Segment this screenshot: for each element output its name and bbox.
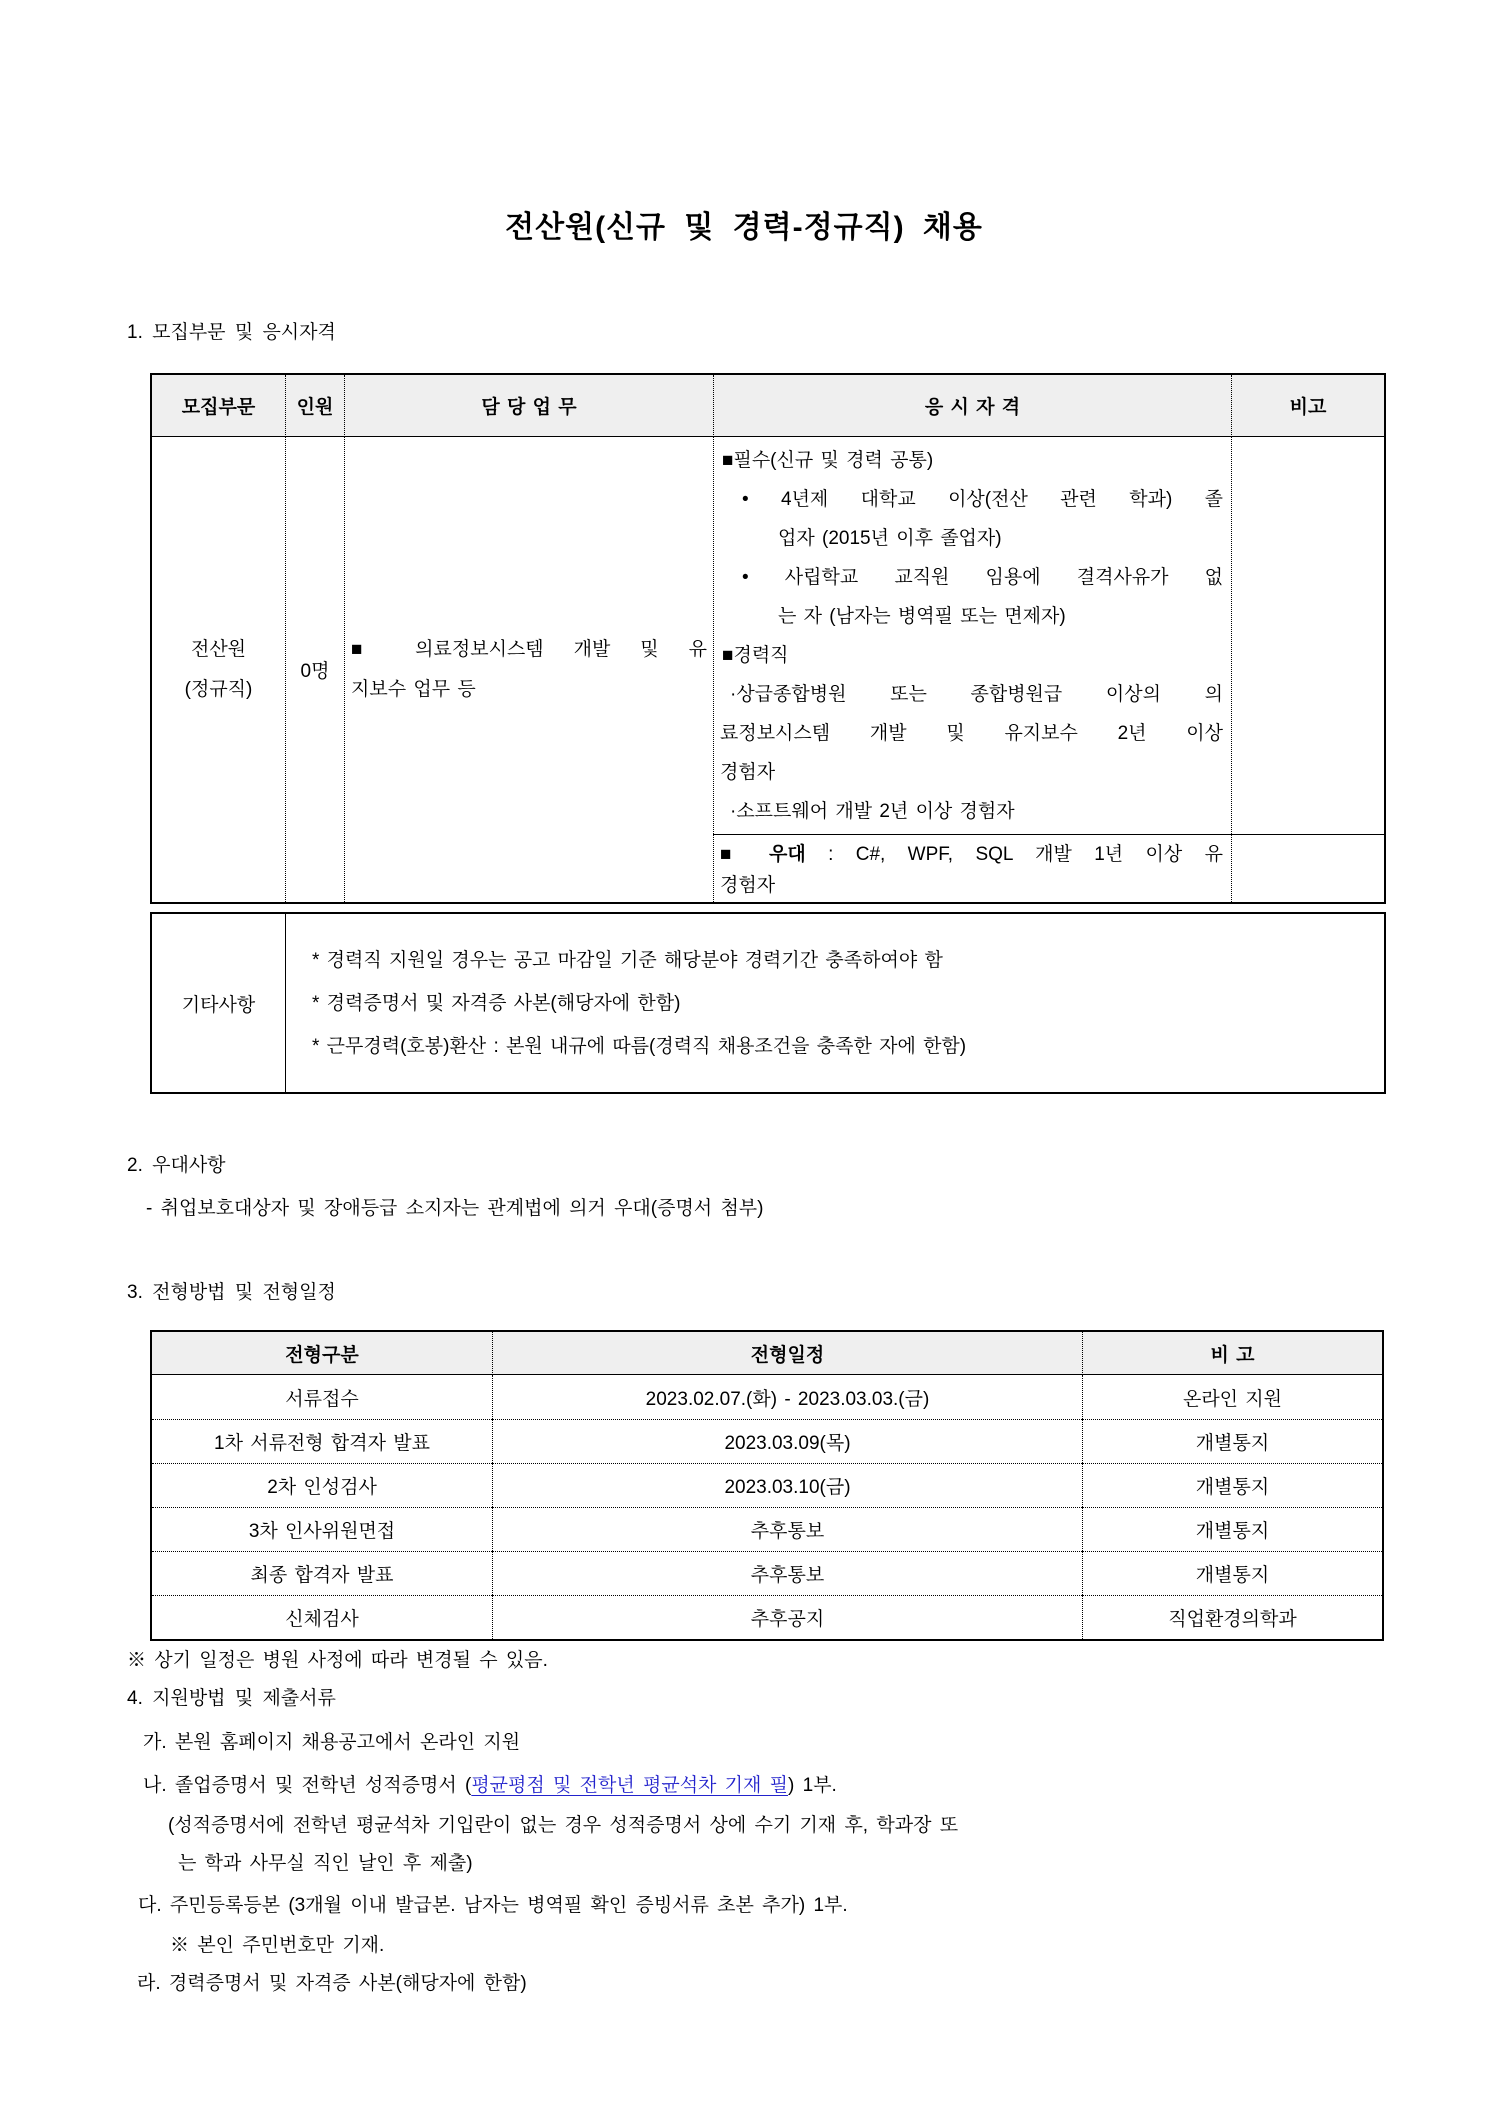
etc-line: * 근무경력(호봉)환산 : 본원 내규에 따름(경력직 채용조건을 충족한 자에 한함) <box>312 1035 967 1057</box>
col-header-qualification: 응 시 자 격 <box>713 375 1231 437</box>
cell-preference <box>713 834 1231 902</box>
qualification-line: 업자 (2015년 이후 졸업자) <box>778 528 1002 549</box>
preference-keyword: 우대 <box>768 844 806 865</box>
schedule-cell: 추후공지 <box>492 1595 1082 1639</box>
section4-item-da-note: ※ 본인 주민번호만 기재. <box>170 1935 385 1956</box>
schedule-cell: 2023.03.09(목) <box>492 1419 1082 1463</box>
cell-duties <box>344 437 713 902</box>
schedule-cell: 2차 인성검사 <box>152 1463 492 1507</box>
cell-headcount: 0명 <box>285 437 344 902</box>
etc-line: * 경력직 지원일 경우는 공고 마감일 기준 해당분야 경력기간 충족하여야 함 <box>312 949 943 971</box>
section4-item-na-sub: (성적증명서에 전학년 평균석차 기입란이 없는 경우 성적증명서 상에 수기 기재 후, 학과장 또 <box>168 1815 959 1836</box>
section4-heading: 4. 지원방법 및 제출서류 <box>127 1688 336 1709</box>
cell-position <box>152 437 285 902</box>
qualification-line: 료정보시스템 개발 및 유지보수 2년 이상 <box>720 723 1223 744</box>
recruitment-table <box>150 373 1386 904</box>
preference-line: 경험자 <box>720 875 776 896</box>
section4-item-ra: 라. 경력증명서 및 자격증 사본(해당자에 한함) <box>137 1973 527 1994</box>
schedule-cell: 3차 인사위원면접 <box>152 1507 492 1551</box>
schedule-cell: 개별통지 <box>1082 1551 1382 1595</box>
position-type: (정규직) <box>184 678 253 700</box>
cell-remark <box>1231 437 1384 834</box>
position-name: 전산원 <box>190 638 247 660</box>
page-title: 전산원(신규 및 경력-정규직) 채용 <box>505 211 983 244</box>
schedule-cell: 1차 서류전형 합격자 발표 <box>152 1419 492 1463</box>
section1-heading: 1. 모집부문 및 응시자격 <box>127 322 336 343</box>
cell-remark <box>1231 834 1384 902</box>
schedule-cell: 개별통지 <box>1082 1419 1382 1463</box>
qualification-line: ·상급종합병원 또는 종합병원급 이상의 의 <box>730 684 1223 705</box>
schedule-note: ※ 상기 일정은 병원 사정에 따라 변경될 수 있음. <box>127 1650 548 1671</box>
schedule-header-type: 전형구분 <box>152 1332 492 1375</box>
etc-label: 기타사항 <box>181 994 256 1016</box>
schedule-cell: 2023.02.07.(화) - 2023.03.03.(금) <box>492 1375 1082 1419</box>
etc-line: * 경력증명서 및 자격증 사본(해당자에 한함) <box>312 992 681 1014</box>
schedule-cell: 2023.03.10(금) <box>492 1463 1082 1507</box>
duties-line: ■ 의료정보시스템 개발 및 유 <box>351 638 707 660</box>
schedule-cell: 직업환경의학과 <box>1082 1595 1382 1639</box>
section2-heading: 2. 우대사항 <box>127 1155 226 1176</box>
qualification-line: • 4년제 대학교 이상(전산 관련 학과) 졸 <box>742 489 1223 510</box>
qualification-line: 는 자 (남자는 병역필 또는 면제자) <box>778 606 1066 627</box>
duties-line: 지보수 업무 등 <box>351 678 476 700</box>
section4-item-da: 다. 주민등록등본 (3개월 이내 발급본. 남자는 병역필 확인 증빙서류 초본 추가) 1부. <box>138 1895 848 1916</box>
col-header-position: 모집부문 <box>152 375 285 437</box>
section4-item-ga: 가. 본원 홈페이지 채용공고에서 온라인 지원 <box>143 1732 521 1753</box>
grade-requirement-link[interactable]: 평균평점 및 전학년 평균석차 기재 필 <box>471 1775 789 1796</box>
section2-line: - 취업보호대상자 및 장애등급 소지자는 관계법에 의거 우대(증명서 첨부) <box>146 1198 764 1219</box>
col-header-remark: 비고 <box>1231 375 1384 437</box>
col-header-headcount: 인원 <box>285 375 344 437</box>
schedule-cell: 추후통보 <box>492 1507 1082 1551</box>
schedule-cell: 서류접수 <box>285 1388 359 1410</box>
schedule-header-remark: 비 고 <box>1082 1332 1382 1375</box>
qualification-line: ·소프트웨어 개발 2년 이상 경험자 <box>730 801 1015 822</box>
qualification-line: • 사립학교 교직원 임용에 결격사유가 없 <box>742 567 1223 588</box>
qualification-line: ■경력직 <box>722 645 789 666</box>
schedule-cell: 추후통보 <box>492 1551 1082 1595</box>
etc-body <box>285 914 1384 1092</box>
section3-heading: 3. 전형방법 및 전형일정 <box>127 1282 336 1303</box>
qualification-line: ■필수(신규 및 경력 공통) <box>722 450 934 471</box>
schedule-cell: 온라인 지원 <box>1082 1375 1382 1419</box>
col-header-duties: 담 당 업 무 <box>344 375 713 437</box>
section4-item-na-sub: 는 학과 사무실 직인 날인 후 제출) <box>178 1853 473 1874</box>
schedule-cell: 개별통지 <box>1082 1463 1382 1507</box>
schedule-cell: 신체검사 <box>152 1595 492 1639</box>
schedule-cell: 개별통지 <box>1082 1507 1382 1551</box>
schedule-header-date: 전형일정 <box>492 1332 1082 1375</box>
cell-qualification <box>713 437 1231 834</box>
section4-item-na: 나. 졸업증명서 및 전학년 성적증명서 (평균평점 및 전학년 평균석차 기재 필) 1부. <box>143 1775 837 1796</box>
schedule-cell: 최종 합격자 발표 <box>152 1551 492 1595</box>
schedule-table <box>150 1330 1384 1641</box>
preference-line: ■ 우대 : C#, WPF, SQL 개발 1년 이상 유 <box>720 844 1223 865</box>
etc-table <box>150 912 1386 1094</box>
qualification-line: 경험자 <box>720 762 776 783</box>
